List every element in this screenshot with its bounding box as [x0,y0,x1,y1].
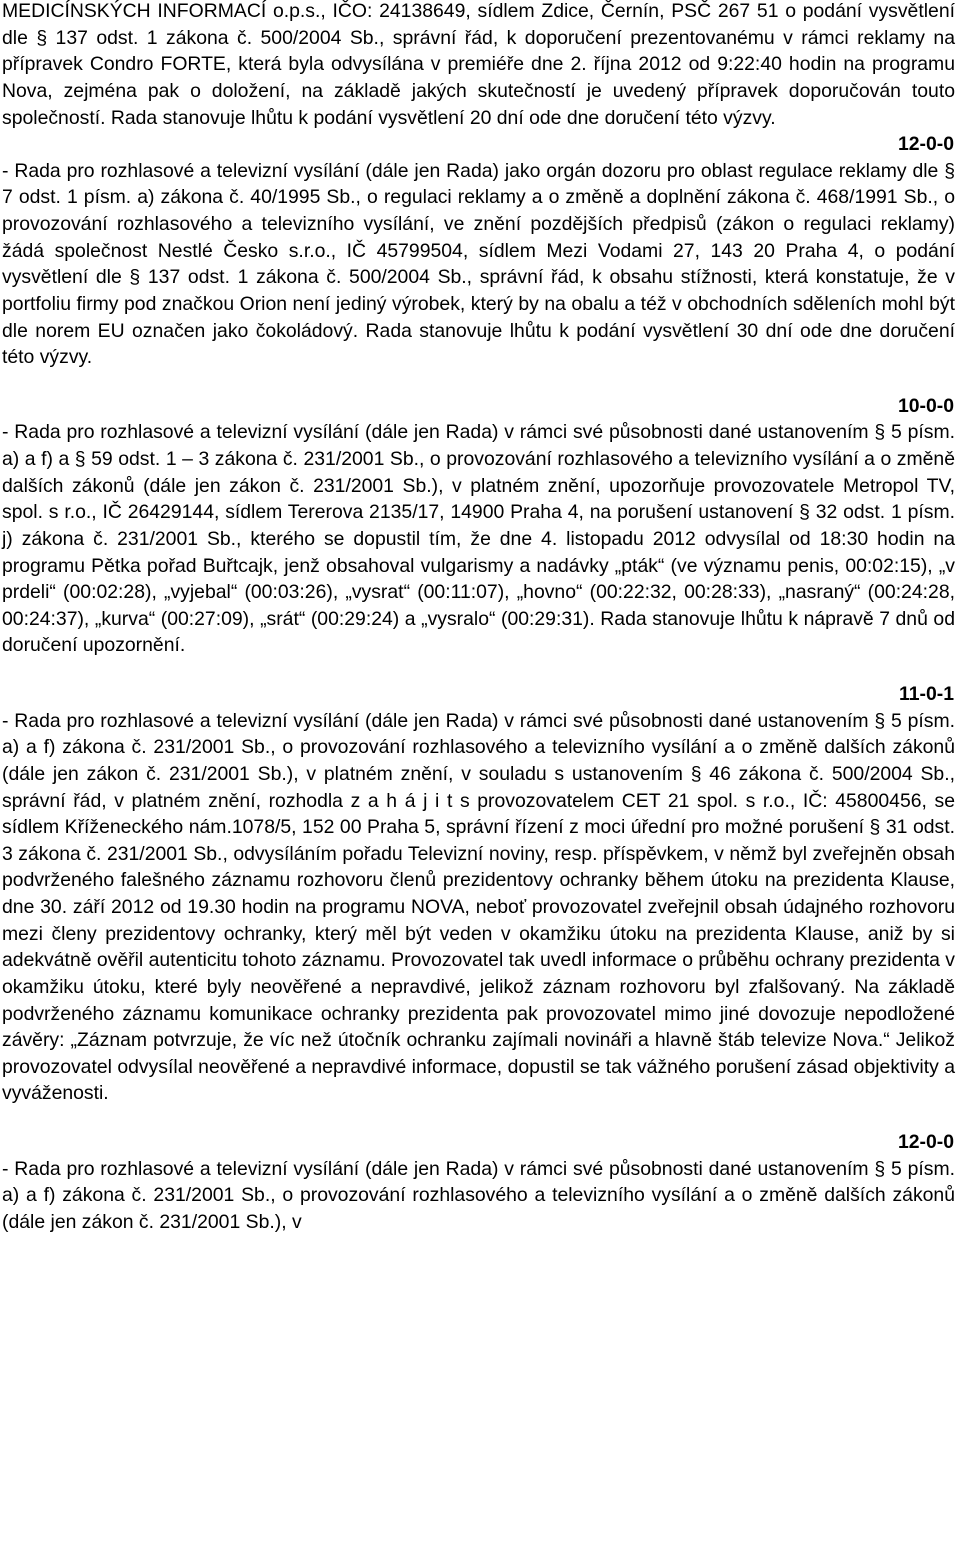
vote-result: 10-0-0 [897,394,954,417]
paragraph-cet21-proceedings: - Rada pro rozhlasové a televizní vysílání (dále jen Rada) v rámci své působnosti dané ustanovením § 5 písm. a) a f) zákona č. 231/2001 Sb., o provozování rozhlasového a televizního vysílání a o změně dalších zákonů (dále jen zákon č. 231/2001 Sb.), v platném znění, v souladu s ustanovením § 46 zákona č. 500/2004 Sb., správní řád, v platném znění, rozhodla z a h á j i t s provozovatelem CET 21 spol. s r.o., IČ: 45800456, se sídlem Kříženeckého nám.1078/5, 152 00 Praha 5, správní řízení z moci úřední pro možné porušení § 31 odst. 3 zákona č. 231/2001 Sb., odvysíláním pořadu Televizní noviny, resp. příspěvkem, v němž byl zveřejněn obsah podvrženého falešného záznamu rozhovoru členů prezidentovy ochranky během útoku na prezidenta Klause, dne 30. září 2012 od 19.30 hodin na programu NOVA, neboť provozovatel zveřejnil obsah údajného rozhovoru mezi členy prezidentovy ochranky, který měl být veden v okamžiku útoku na prezidenta Klause, aniž by si adekvátně ověřil autenticitu tohoto záznamu. Provozovatel tak uvedl informace o průběhu ochrany prezidenta v okamžiku útoku, které byly neověřené a nepravdivé, jelikož záznam rozhovoru byl zfalšovaný. Na základě podvrženého záznamu komunikace ochranky prezidenta pak provozovatel mimo jiné dovozuje nepodložené závěry: „Záznam potvrzuje, že víc než útočník ochranku zajímali novináři a hlavně štáb televize Nova.“ Jelikož provozovatel odvysílal neověřené a nepravdivé informace, dopustil se tak vážného porušení zásad objektivity a vyváženosti. [2,709,955,1105]
paragraph-nestle-request: - Rada pro rozhlasové a televizní vysílání (dále jen Rada) jako orgán dozoru pro oblast regulace reklamy dle § 7 odst. 1 písm. a) zákona č. 40/1995 Sb., o regulaci reklamy a o změně a doplnění zákona č. 468/1991 Sb., o provozování rozhlasového a televizního vysílání, ve znění pozdějších předpisů (zákon o regulaci reklamy) žádá společnost Nestlé Česko s.r.o., IČ 45799504, sídlem Mezi Vodami 27, 143 20 Praha 4, o podání vysvětlení dle § 137 odst. 1 zákona č. 500/2004 Sb., správní řád, k obsahu stížnosti, která konstatuje, že v portfoliu firmy pod značkou Orion není jediný výrobek, který by na obalu a též v obchodních sděleních mohl být dle norem EU označen jako čokoládový. Rada stanovuje lhůtu k podání vysvětlení 30 dní ode dne doručení této výzvy. [2,159,955,369]
paragraph-metropol-warning: - Rada pro rozhlasové a televizní vysílání (dále jen Rada) v rámci své působnosti dané ustanovením § 5 písm. a) a f) a § 59 odst. 1 – 3 zákona č. 231/2001 Sb., o provozování rozhlasového a televizního vysílání a o změně dalších zákonů (dále jen zákon č. 231/2001 Sb.), v platném znění, upozorňuje provozovatele Metropol TV, spol. s r.o., IČ 26429144, sídlem Tererova 2135/17, 14900 Praha 4, na porušení ustanovení § 32 odst. 1 písm. j) zákona č. 231/2001 Sb., kterého se dopustil tím, že dne 4. listopadu 2012 odvysílal od 18:30 hodin na programu Pětka pořad Buřtcajk, jenž obsahoval vulgarismy a nadávky „pták“ (ve významu penis, 00:02:15), „v prdeli“ (00:02:28), „vyjebal“ (00:03:26), „vysrat“ (00:11:07), „hovno“ (00:22:32, 00:28:33), „nasraný“ (00:24:28, 00:24:37), „kurva“ (00:27:09), „srát“ (00:29:24) a „vysralo“ (00:29:31). Rada stanovuje lhůtu k nápravě 7 dnů od doručení upozornění. [2,421,955,657]
paragraph-condro-forte-request: MEDICÍNSKÝCH INFORMACÍ o.p.s., IČO: 24138649, sídlem Zdice, Černín, PSČ 267 51 o podání vysvětlení dle § 137 odst. 1 zákona č. 500/2004 Sb., správní řád, k doporučení prezentovanému v rámci reklamy na přípravek Condro FORTE, která byla odvysílána v premiéře dne 2. října 2012 od 9:22:40 hodin na programu Nova, zejména pak o doložení, na základě jakých skutečností je uvedený přípravek doporučován touto společností. Rada stanovuje lhůtu k podání vysvětlení 20 dní ode dne doručení této výzvy. [2,0,955,129]
vote-result: 12-0-0 [897,133,954,156]
vote-result: 11-0-1 [899,683,954,705]
vote-result: 12-0-0 [897,1131,954,1153]
paragraph-final-cut: - Rada pro rozhlasové a televizní vysílání (dále jen Rada) v rámci své působnosti dané ustanovením § 5 písm. a) a f) zákona č. 231/2001 Sb., o provozování rozhlasového a televizního vysílání a o změně dalších zákonů (dále jen zákon č. 231/2001 Sb.), v [2,1157,955,1233]
